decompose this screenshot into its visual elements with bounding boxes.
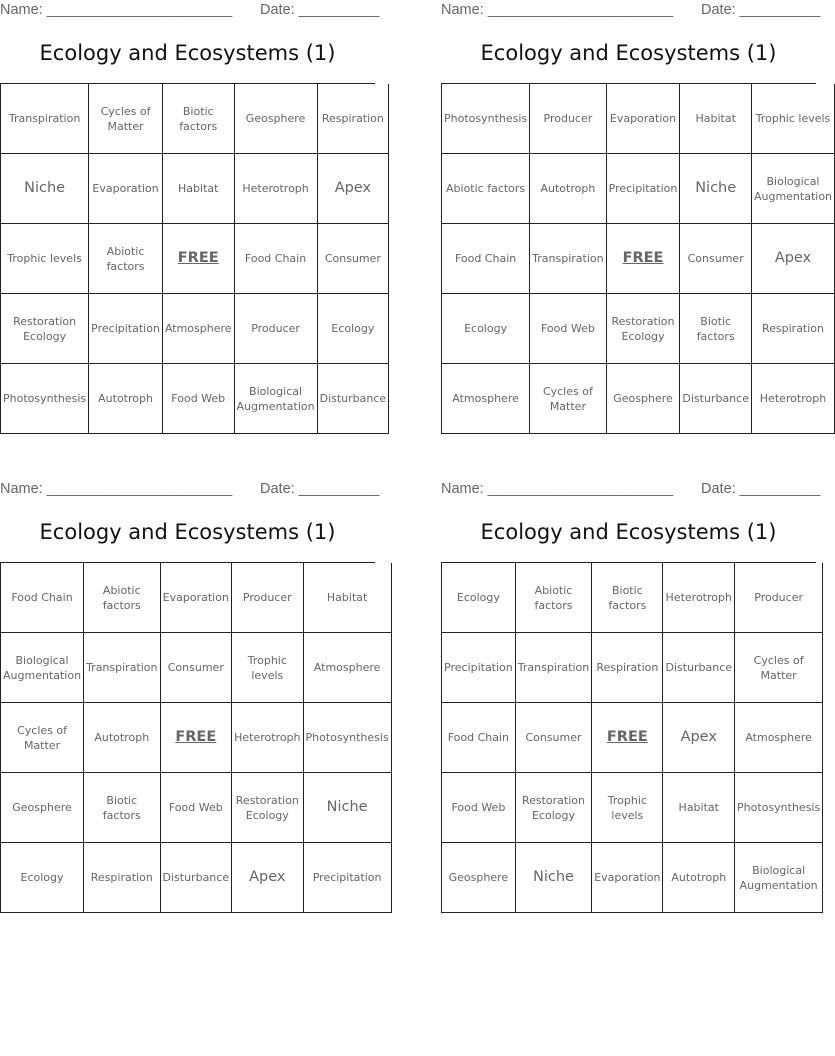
bingo-cell: Photosynthesis (1, 364, 89, 434)
bingo-cell: Apex (663, 703, 735, 773)
bingo-cell: Biological Augmentation (752, 154, 835, 224)
bingo-cell: Trophic levels (1, 224, 89, 294)
bingo-cell: Photosynthesis (304, 703, 392, 773)
bingo-cell: Disturbance (318, 364, 390, 434)
bingo-cell: Disturbance (161, 843, 233, 913)
bingo-cell: Autotroph (89, 364, 163, 434)
bingo-cell: Niche (680, 154, 752, 224)
bingo-cell: Food Chain (442, 703, 516, 773)
name-date-row (441, 2, 821, 20)
bingo-cell: Abiotic factors (442, 154, 530, 224)
bingo-cell: Habitat (304, 563, 392, 633)
bingo-cell: Cycles of Matter (735, 633, 823, 703)
bingo-cell: Ecology (442, 294, 530, 364)
bingo-cell: Precipitation (442, 633, 516, 703)
bingo-grid (0, 83, 387, 434)
bingo-cell: Biological Augmentation (235, 364, 318, 434)
bingo-cell: Food Chain (1, 563, 84, 633)
bingo-cell: Evaporation (607, 84, 681, 154)
bingo-cell: Ecology (1, 843, 84, 913)
free-space-cell: FREE (161, 703, 233, 773)
free-space-cell: FREE (163, 224, 235, 294)
bingo-cell: Evaporation (592, 843, 663, 913)
bingo-cell: Transpiration (84, 633, 160, 703)
name-field-label: Name: _______________________ (0, 2, 233, 18)
card-title: Ecology and Ecosystems (1) (39, 41, 336, 65)
bingo-cell: Cycles of Matter (530, 364, 606, 434)
name-field-label: Name: _______________________ (441, 2, 674, 18)
bingo-grid (0, 562, 389, 913)
bingo-cell: Respiration (752, 294, 835, 364)
bingo-cell: Disturbance (663, 633, 735, 703)
bingo-cell: Respiration (592, 633, 663, 703)
bingo-cell: Consumer (161, 633, 233, 703)
bingo-cell: Respiration (84, 843, 160, 913)
bingo-cell: Autotroph (663, 843, 735, 913)
date-field-label: Date: __________ (701, 2, 821, 18)
name-field-label: Name: _______________________ (0, 481, 233, 497)
bingo-cell: Food Web (530, 294, 606, 364)
bingo-cell: Biological Augmentation (735, 843, 823, 913)
bingo-cell: Food Web (161, 773, 233, 843)
free-space-cell: FREE (607, 224, 681, 294)
card-title: Ecology and Ecosystems (1) (480, 520, 777, 544)
bingo-cell: Biotic factors (163, 84, 235, 154)
bingo-cell: Atmosphere (735, 703, 823, 773)
bingo-cell: Transpiration (530, 224, 606, 294)
bingo-cell: Geosphere (442, 843, 516, 913)
bingo-cell: Cycles of Matter (89, 84, 163, 154)
name-date-row (0, 2, 380, 20)
name-date-row (0, 481, 380, 499)
bingo-grid (441, 562, 821, 913)
bingo-cell: Precipitation (304, 843, 392, 913)
bingo-cell: Geosphere (1, 773, 84, 843)
bingo-cell: Transpiration (516, 633, 592, 703)
bingo-cell: Food Web (163, 364, 235, 434)
bingo-cell: Evaporation (89, 154, 163, 224)
date-field-label: Date: __________ (701, 481, 821, 497)
bingo-cell: Restoration Ecology (232, 773, 303, 843)
bingo-cell: Autotroph (84, 703, 160, 773)
bingo-cell: Apex (752, 224, 835, 294)
bingo-cell: Disturbance (680, 364, 752, 434)
bingo-cell: Food Chain (235, 224, 318, 294)
bingo-cell: Consumer (318, 224, 390, 294)
bingo-cell: Habitat (663, 773, 735, 843)
bingo-cell: Habitat (680, 84, 752, 154)
free-space-cell: FREE (592, 703, 663, 773)
bingo-cell: Photosynthesis (442, 84, 530, 154)
bingo-cell: Consumer (680, 224, 752, 294)
bingo-cell: Atmosphere (442, 364, 530, 434)
bingo-cell: Heterotroph (663, 563, 735, 633)
bingo-cell: Niche (1, 154, 89, 224)
bingo-cell: Trophic levels (592, 773, 663, 843)
bingo-cell: Apex (232, 843, 303, 913)
bingo-cell: Precipitation (607, 154, 681, 224)
bingo-cell: Restoration Ecology (1, 294, 89, 364)
bingo-cell: Food Web (442, 773, 516, 843)
bingo-cell: Geosphere (607, 364, 681, 434)
bingo-cell: Precipitation (89, 294, 163, 364)
bingo-cell: Atmosphere (163, 294, 235, 364)
bingo-cell: Consumer (516, 703, 592, 773)
bingo-cell: Ecology (318, 294, 390, 364)
bingo-cell: Habitat (163, 154, 235, 224)
bingo-cell: Evaporation (161, 563, 233, 633)
bingo-cell: Cycles of Matter (1, 703, 84, 773)
bingo-cell: Producer (735, 563, 823, 633)
bingo-cell: Biotic factors (84, 773, 160, 843)
bingo-cell: Abiotic factors (89, 224, 163, 294)
bingo-cell: Food Chain (442, 224, 530, 294)
bingo-cell: Producer (530, 84, 606, 154)
bingo-cell: Biotic factors (680, 294, 752, 364)
bingo-cell: Photosynthesis (735, 773, 823, 843)
bingo-cell: Heterotroph (752, 364, 835, 434)
bingo-cell: Atmosphere (304, 633, 392, 703)
bingo-cell: Niche (516, 843, 592, 913)
bingo-cell: Heterotroph (235, 154, 318, 224)
bingo-cell: Autotroph (530, 154, 606, 224)
bingo-cell: Restoration Ecology (607, 294, 681, 364)
bingo-cell: Transpiration (1, 84, 89, 154)
bingo-cell: Producer (235, 294, 318, 364)
date-field-label: Date: __________ (260, 2, 380, 18)
bingo-cell: Apex (318, 154, 390, 224)
bingo-cell: Respiration (318, 84, 390, 154)
bingo-cell: Abiotic factors (516, 563, 592, 633)
name-field-label: Name: _______________________ (441, 481, 674, 497)
bingo-cell: Ecology (442, 563, 516, 633)
bingo-cell: Producer (232, 563, 303, 633)
date-field-label: Date: __________ (260, 481, 380, 497)
bingo-cell: Biotic factors (592, 563, 663, 633)
bingo-cell: Abiotic factors (84, 563, 160, 633)
bingo-cell: Restoration Ecology (516, 773, 592, 843)
card-title: Ecology and Ecosystems (1) (480, 41, 777, 65)
bingo-cell: Heterotroph (232, 703, 303, 773)
card-title: Ecology and Ecosystems (1) (39, 520, 336, 544)
bingo-cell: Trophic levels (752, 84, 835, 154)
bingo-cell: Biological Augmentation (1, 633, 84, 703)
bingo-grid (441, 83, 833, 434)
bingo-cell: Trophic levels (232, 633, 303, 703)
bingo-cell: Geosphere (235, 84, 318, 154)
name-date-row (441, 481, 821, 499)
bingo-cell: Niche (304, 773, 392, 843)
